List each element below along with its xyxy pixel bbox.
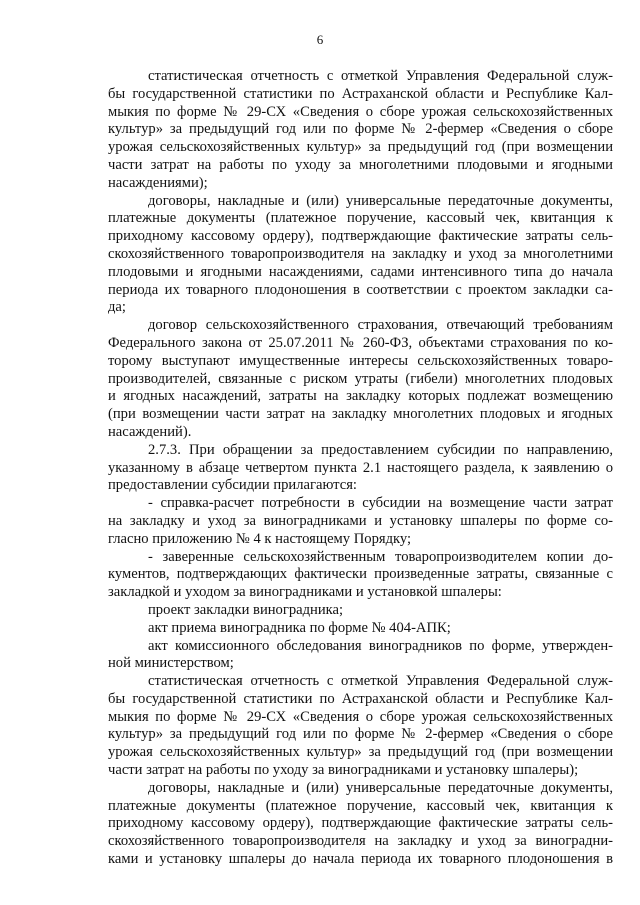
- text-line: - справка-расчет потребности в субсидии на возмещение части затрат: [148, 495, 613, 512]
- text-line: платежные документы (платежное поручение, кассовый чек, квитанция к: [108, 797, 613, 814]
- text-line: кументов, подтверждающих фактически произведенные затраты, связанные с: [108, 566, 613, 583]
- text-line: культур» за предыдущий год или по форме № 2-фермер «Сведения о сборе: [108, 121, 613, 138]
- text-line: договор сельскохозяйственного страхования, отвечающий требованиям: [148, 317, 613, 334]
- text-line: культур» за предыдущий год или по форме № 2-фермер «Сведения о сборе: [108, 726, 613, 743]
- text-line: ной министерством;: [108, 655, 234, 672]
- text-line: статистическая отчетность с отметкой Управления Федеральной служ-: [148, 673, 613, 690]
- text-line: акт комиссионного обследования виноградников по форме, утвержден-: [148, 637, 613, 654]
- text-line: урожая сельскохозяйственных культур» за предыдущий год (при возмещении: [108, 744, 613, 761]
- text-line: 2.7.3. При обращении за предоставлением субсидии по направлению,: [148, 441, 613, 458]
- text-line: договоры, накладные и (или) универсальные передаточные документы,: [148, 192, 613, 209]
- text-line: торому выступают имущественные интересы сельскохозяйственных товаро-: [108, 352, 613, 369]
- text-line: платежные документы (платежное поручение, кассовый чек, квитанция к: [108, 210, 613, 227]
- text-line: предоставлении субсидии прилагаются:: [108, 477, 357, 494]
- text-line: да;: [108, 299, 126, 316]
- text-line: и ягодных насаждений, затраты на закладку которых подлежат возмещению: [108, 388, 613, 405]
- text-line: насаждений).: [108, 423, 192, 440]
- text-line: мыкия по форме № 29-СХ «Сведения о сборе урожая сельскохозяйственных: [108, 103, 613, 120]
- text-line: закладкой и уходом за виноградниками и установкой шпалеры:: [108, 584, 502, 601]
- text-line: скохозяйственного товаропроизводителя на закладку и уход за виноградни-: [108, 833, 613, 850]
- text-line: договоры, накладные и (или) универсальные передаточные документы,: [148, 779, 613, 796]
- text-line: - заверенные сельскохозяйственным товаропроизводителем копии до-: [148, 548, 613, 565]
- text-line: плодовыми и ягодными насаждениями, садами интенсивного типа до начала: [108, 263, 613, 280]
- text-line: (при возмещении части затрат на закладку многолетних плодовых и ягодных: [108, 406, 613, 423]
- text-line: бы государственной статистики по Астраханской области и Республике Кал-: [108, 85, 613, 102]
- document-body: [108, 68, 613, 869]
- text-line: гласно приложению № 4 к настоящему Порядку;: [108, 530, 412, 547]
- text-line: насаждениями);: [108, 174, 208, 191]
- text-line: статистическая отчетность с отметкой Управления Федеральной служ-: [148, 68, 613, 84]
- text-line: скохозяйственного товаропроизводителя на закладку и уход за многолетними: [108, 245, 613, 262]
- text-line: приходному кассовому ордеру), подтверждающие фактические затраты сель-: [108, 228, 613, 245]
- text-line: Федерального закона от 25.07.2011 № 260-ФЗ, объектами страхования по ко-: [108, 334, 613, 351]
- text-line: части затрат на работы по уходу за многолетними плодовыми и ягодными: [108, 156, 613, 173]
- text-line: периода их товарного плодоношения в соответствии с проектом закладки са-: [108, 281, 613, 298]
- text-line: приходному кассовому ордеру), подтверждающие фактические затраты сель-: [108, 815, 613, 832]
- text-line: на закладку и уход за виноградниками и установку шпалеры по форме со-: [108, 512, 613, 529]
- text-line: ками и установку шпалеры до начала периода их товарного плодоношения в: [108, 851, 613, 868]
- text-line: части затрат на работы по уходу за виноградниками и установку шпалеры);: [108, 762, 579, 779]
- text-line: проект закладки виноградника;: [148, 601, 344, 618]
- text-line: акт приема виноградника по форме № 404-АПК;: [148, 619, 451, 636]
- page-number: 6: [316, 32, 324, 47]
- text-line: бы государственной статистики по Астраханской области и Республике Кал-: [108, 690, 613, 707]
- text-line: указанному в абзаце четвертом пункта 2.1 настоящего раздела, к заявлению о: [108, 459, 613, 476]
- text-line: урожая сельскохозяйственных культур» за предыдущий год (при возмещении: [108, 139, 613, 156]
- text-line: производителей, связанные с риском утраты (гибели) многолетних плодовых: [108, 370, 613, 387]
- text-line: мыкия по форме № 29-СХ «Сведения о сборе урожая сельскохозяйственных: [108, 708, 613, 725]
